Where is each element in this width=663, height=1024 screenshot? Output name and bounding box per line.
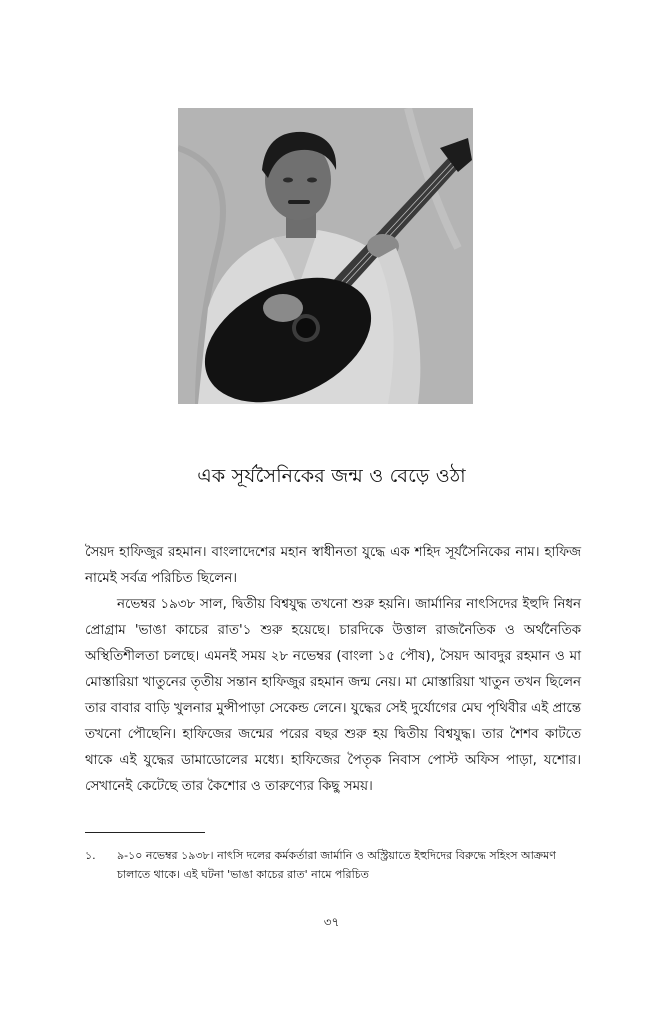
page-number: ৩৭ [323, 915, 340, 929]
paragraph: সৈয়দ হাফিজুর রহমান। বাংলাদেশের মহান স্বাধীনতা যুদ্ধে এক শহিদ সূর্যসৈনিকের নাম। হাফিজ নামেই সর্বত্র পরিচিত ছিলেন। [85, 545, 581, 586]
guitarist-illustration [178, 108, 473, 404]
paragraph: নভেম্বর ১৯৩৮ সাল, দ্বিতীয় বিশ্বযুদ্ধ তখনো শুরু হয়নি। জার্মানির নাৎসিদের ইহুদি নিধন প্রোগ্রাম 'ভাঙা কাচের রাত'১ শুরু হয়েছে। চারদিকে উত্তাল রাজনৈতিক ও অর্থনৈতিক অস্থিতিশীলতা চলছে। এমনই সময় ২৮ নভেম্বর (বাংলা ১৫ পৌষ), সৈয়দ আবদুর রহমান ও মা মোস্তারিয়া খাতুনের তৃতীয় সন্তান হাফিজুর রহমান জন্ম নেয়। মা মোস্তারিয়া খাতুন তখন ছিলেন তার বাবার বাড়ি খুলনার মুন্সীপাড়া সেকেন্ড লেনে। যুদ্ধের সেই দুর্যোগের মেঘ পৃথিবীর এই প্রান্তে তখনো পৌছেনি। হাফিজের জন্মের পরের বছর শুরু হয় দ্বিতীয় বিশ্বযুদ্ধ। তার শৈশব কাটতে থাকে এই যুদ্ধের ডামাডোলের মধ্যে। হাফিজের পৈতৃক নিবাস পোস্ট অফিস পাড়া, যশোর। সেখানেই কেটেছে তার কৈশোর ও তারুণ্যের কিছু সময়। [85, 597, 581, 794]
footnote-divider [85, 832, 205, 833]
chapter-title: এক সূর্যসৈনিকের জন্ম ও বেড়ে ওঠা [197, 465, 466, 487]
chapter-body [85, 540, 581, 800]
footnote [85, 846, 575, 884]
footnote-number: ১. [85, 849, 96, 862]
portrait-photo [178, 108, 473, 404]
footnote-text: ৯-১০ নভেম্বর ১৯৩৮। নাৎসি দলের কর্মকর্তারা জার্মানি ও অস্ট্রিয়াতে ইহুদিদের বিরুদ্ধে সহিংস আক্রমণ চালাতে থাকে। এই ঘটনা 'ভাঙা কাচের রাত' নামে পরিচিত [117, 849, 556, 881]
